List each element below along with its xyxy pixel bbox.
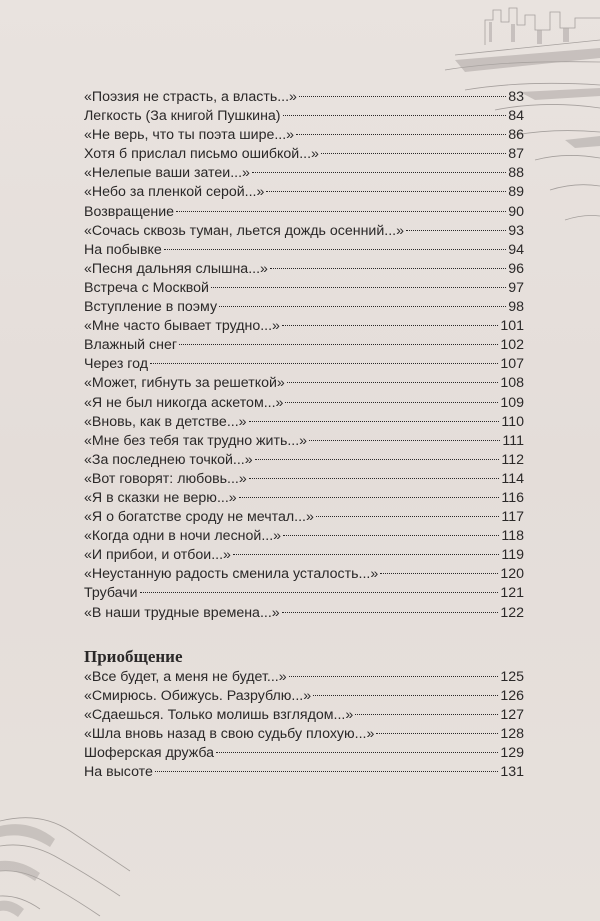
toc-entry-page: 98 (508, 299, 524, 316)
toc-entry-page: 96 (508, 260, 524, 277)
toc-entry-page: 125 (500, 668, 524, 685)
toc-entry-title: Шоферская дружба (84, 745, 215, 761)
toc-entry (84, 107, 524, 126)
toc-entry-page: 87 (508, 146, 524, 163)
toc-entry-title: «Может, гибнуть за решеткой» (84, 375, 285, 392)
toc-entry-page: 131 (500, 764, 524, 781)
dot-leader (150, 363, 498, 364)
toc-entry-page: 101 (500, 318, 524, 335)
toc-entry-page: 93 (508, 222, 524, 239)
toc-entry-page: 117 (501, 509, 524, 526)
toc-entry-title: «Песня дальняя слышна...» (84, 260, 268, 277)
toc-entry-page: 89 (508, 184, 524, 201)
toc-entry (84, 413, 524, 432)
toc-entry-title: Хотя б прислал письмо ошибкой...» (84, 146, 319, 163)
toc-entry-title: Возвращение (84, 203, 175, 220)
toc-entry-title: «Шла вновь назад в свою судьбу плохую...» (84, 725, 375, 742)
toc-entry (84, 584, 524, 603)
toc-entry-title: «Когда одни в ночи лесной...» (84, 528, 282, 545)
dot-leader (211, 287, 506, 288)
dot-leader (309, 440, 500, 441)
toc-entry-title: «Я не был никогда аскетом...» (84, 394, 284, 411)
toc-entry-title: Влажный снег (84, 337, 178, 354)
toc-entry (84, 451, 524, 470)
toc-entry-title: «И прибои, и отбои...» (84, 547, 231, 564)
toc-entry-title: «Мне без тебя так трудно жить...» (84, 432, 308, 449)
toc-entry-title: «Сдаешься. Только молишь взглядом...» (84, 706, 354, 723)
dot-leader (252, 172, 506, 173)
toc-entry-page: 121 (500, 585, 524, 602)
dot-leader (266, 191, 506, 192)
dot-leader (176, 211, 506, 212)
dot-leader (283, 535, 499, 536)
toc-entry (84, 260, 524, 279)
toc-entry-title: «За последнею точкой...» (84, 451, 253, 468)
toc-entry (84, 164, 524, 183)
toc-entry-title: «Все будет, а меня не будет...» (84, 668, 287, 685)
toc-entry-title: «Поэзия не страсть, а власть...» (84, 89, 297, 105)
toc-entry-title: «В наши трудные времена...» (84, 604, 280, 621)
toc-entry-title: «Смирюсь. Обижусь. Разрублю...» (84, 687, 312, 704)
toc-entry-page: 126 (500, 687, 524, 704)
dot-leader (249, 421, 500, 422)
toc-entry-title: На высоте (84, 764, 153, 781)
toc-entry-page: 83 (508, 89, 524, 105)
toc-entry (84, 763, 524, 782)
toc-entry-title: «Мне часто бывает трудно...» (84, 318, 280, 335)
toc-entry (84, 279, 524, 298)
toc-entry (84, 336, 524, 355)
toc-entry (84, 355, 524, 374)
toc-entry (84, 470, 524, 489)
toc-entry-title: «Сочась сквозь туман, льется дождь осенний...» (84, 222, 404, 239)
toc-entry-page: 84 (508, 108, 524, 125)
dot-leader (255, 459, 500, 460)
dot-leader (155, 771, 498, 772)
toc-entry-title: На побывке (84, 241, 162, 258)
toc-entry-title: «Я в сказки не верю...» (84, 489, 237, 506)
dot-leader (283, 115, 507, 116)
dot-leader (287, 382, 499, 383)
toc-entry (84, 706, 524, 725)
toc-entry-page: 107 (500, 356, 524, 373)
toc-entry-page: 118 (501, 528, 524, 545)
toc-entry (84, 489, 524, 508)
river-sketch-illustration (0, 801, 160, 921)
toc-entry (84, 145, 524, 164)
toc-entry (84, 126, 524, 145)
toc-entry-page: 110 (501, 413, 524, 430)
toc-entry (84, 432, 524, 451)
toc-entry-title: Через год (84, 356, 148, 373)
toc-entry (84, 725, 524, 744)
toc-entry-title: «Не верь, что ты поэта шире...» (84, 127, 295, 144)
toc-entry-title: Легкость (За книгой Пушкина) (84, 108, 281, 125)
section-heading: Приобщение (84, 646, 183, 666)
toc-entry (84, 317, 524, 336)
toc-entry-title: Встреча с Москвой (84, 279, 209, 296)
toc-entry-page: 120 (500, 566, 524, 583)
dot-leader (216, 752, 498, 753)
dot-leader (299, 96, 506, 97)
toc-entry (84, 374, 524, 393)
dot-leader (282, 612, 499, 613)
toc-entry-page: 119 (501, 547, 524, 564)
toc-entry (84, 183, 524, 202)
dot-leader (270, 268, 506, 269)
dot-leader (380, 573, 498, 574)
toc-entry-page: 128 (500, 725, 524, 742)
toc-entry-page: 88 (508, 165, 524, 182)
toc-entry (84, 744, 524, 763)
toc-entry (84, 241, 524, 260)
dot-leader (313, 695, 498, 696)
toc-entry-page: 102 (500, 337, 524, 354)
toc-entry-title: «Нелепые ваши затеи...» (84, 165, 250, 182)
toc-entry (84, 565, 524, 584)
toc-entry (84, 668, 524, 687)
dot-leader (282, 325, 498, 326)
dot-leader (321, 153, 506, 154)
dot-leader (406, 230, 506, 231)
table-of-contents (84, 88, 524, 782)
section-entries (84, 668, 524, 783)
toc-entry-title: «Я о богатстве сроду не мечтал...» (84, 509, 314, 526)
dot-leader (316, 516, 500, 517)
toc-entry (84, 298, 524, 317)
dot-leader (285, 402, 498, 403)
dot-leader (355, 714, 498, 715)
toc-entry-page: 114 (501, 470, 524, 487)
toc-entry-title: «Неустанную радость сменила усталость...» (84, 566, 379, 583)
toc-entry (84, 604, 524, 623)
dot-leader (239, 497, 500, 498)
toc-entry-page: 97 (508, 279, 524, 296)
toc-entry-page: 108 (500, 375, 524, 392)
toc-entry (84, 687, 524, 706)
toc-entry (84, 203, 524, 222)
toc-entry-page: 90 (508, 203, 524, 220)
toc-entry (84, 222, 524, 241)
dot-leader (140, 592, 499, 593)
toc-entry-title: «Вот говорят: любовь...» (84, 470, 247, 487)
toc-entry-title: «Вновь, как в детстве...» (84, 413, 247, 430)
toc-entry-page: 116 (501, 489, 524, 506)
toc-entry-page: 94 (508, 241, 524, 258)
toc-entry (84, 394, 524, 413)
toc-entry-page: 129 (500, 745, 524, 761)
toc-entry (84, 527, 524, 546)
dot-leader (179, 344, 498, 345)
dot-leader (219, 306, 506, 307)
toc-entry-title: «Небо за пленкой серой...» (84, 184, 265, 201)
toc-entry-page: 111 (502, 432, 524, 449)
toc-entry (84, 546, 524, 565)
dot-leader (289, 676, 499, 677)
dot-leader (296, 134, 506, 135)
toc-entry-title: Вступление в поэму (84, 299, 218, 316)
toc-entry-page: 109 (500, 394, 524, 411)
toc-entry (84, 88, 524, 107)
toc-entry-page: 112 (501, 451, 524, 468)
toc-entries (84, 88, 524, 623)
dot-leader (164, 249, 506, 250)
dot-leader (249, 478, 500, 479)
dot-leader (376, 733, 498, 734)
toc-entry-title: Трубачи (84, 585, 138, 602)
toc-entry-page: 86 (508, 127, 524, 144)
toc-entry (84, 508, 524, 527)
dot-leader (233, 554, 499, 555)
toc-entry-page: 127 (500, 706, 524, 723)
toc-entry-page: 122 (500, 604, 524, 621)
